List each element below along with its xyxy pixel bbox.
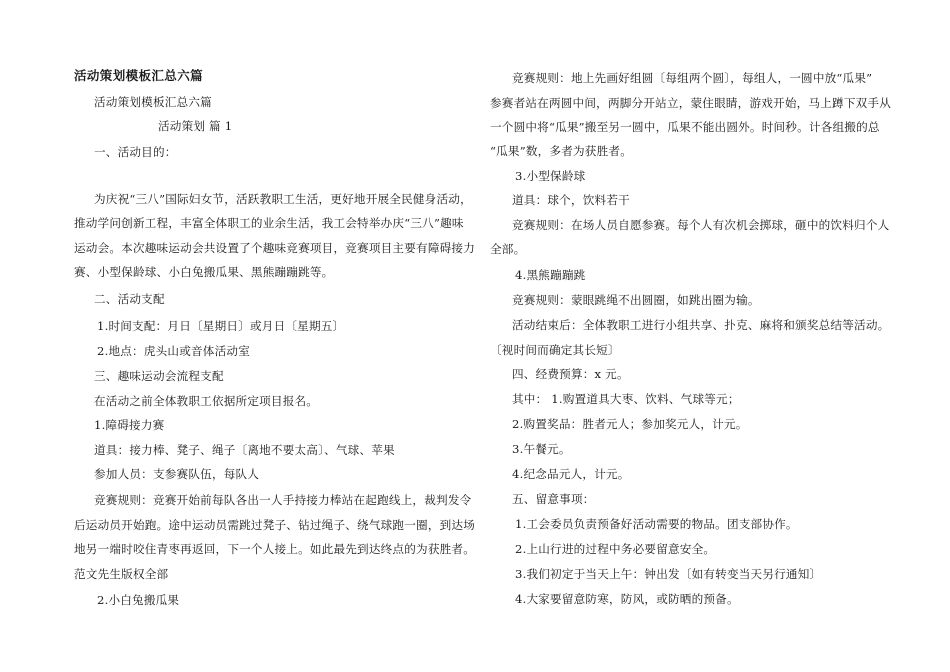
paragraph-line: “瓜果”数，多者为获胜者。 — [490, 144, 632, 158]
document-subtitle: 活动策划模板汇总六篇 — [94, 95, 212, 109]
paragraph-line: 2.上山行进的过程中务必要留意安全。 — [515, 542, 716, 556]
paragraph-line: 为庆祝“三八”国际妇女节，活跃教职工生活，更好地开展全民健身活动， — [94, 192, 472, 206]
paragraph-line: 地另一端时咬住青枣再返回，下一个人接上。如此最先到达终点的为获胜者。 — [74, 542, 475, 556]
document-title: 活动策划模板汇总六篇 — [74, 68, 204, 83]
paragraph-line: 全部。 — [490, 242, 526, 256]
paragraph-line: 4.黑熊蹦蹦跳 — [515, 268, 586, 282]
paragraph-line: 2.小白兔搬瓜果 — [97, 593, 180, 607]
paragraph-line: 一个圆中将“瓜果”搬至另一圆中，瓜果不能出圆外。时间秒。计各组搬的总 — [490, 120, 880, 134]
paragraph-line: 参加人员：支参赛队伍，每队人 — [94, 467, 260, 481]
paragraph-line: 4.纪念品元人，计元。 — [512, 467, 630, 481]
paragraph-line: 2.地点：虎头山或音体活动室 — [97, 344, 250, 358]
paragraph-line: 其中： 1.购置道具大枣、饮料、气球等元； — [512, 392, 740, 406]
section-heading: 活动策划 篇 1 — [158, 119, 233, 133]
paragraph-line: 竞赛规则：蒙眼跳绳不出圆圈，如跳出圈为输。 — [512, 293, 760, 307]
paragraph-line: 竞赛规则：地上先画好组圆〔每组两个圆〕，每组人，一圆中放“瓜果” — [512, 71, 873, 85]
paragraph-line: 4.大家要留意防寒，防风，或防晒的预备。 — [515, 592, 739, 606]
paragraph-line: 参赛者站在两圆中间，两脚分开站立，蒙住眼睛，游戏开始，马上蹲下双手从 — [490, 96, 891, 110]
paragraph-line: 活动结束后：全体教职工进行小组共享、扑克、麻将和颁奖总结等活动。 — [512, 318, 890, 332]
paragraph-line: 道具：球个，饮料若干 — [512, 193, 630, 207]
paragraph-line: 竞赛规则：竞赛开始前每队各出一人手持接力棒站在起跑线上，裁判发令 — [94, 493, 472, 507]
paragraph-line: 后运动员开始跑。途中运动员需跳过凳子、钻过绳子、绕气球跑一圈，到达场 — [74, 518, 475, 532]
paragraph-line: 一、活动目的： — [94, 145, 177, 159]
paragraph-line: 在活动之前全体教职工依据所定项目报名。 — [94, 394, 319, 408]
paragraph-line: 3.我们初定于当天上午：钟出发〔如有转变当天另行通知〕 — [515, 567, 822, 581]
paragraph-line: 1.工会委员负责预备好活动需要的物品。团支部协作。 — [515, 517, 798, 531]
paragraph-line: 二、活动支配 — [94, 292, 165, 306]
paragraph-line: 范文先生版权全部 — [74, 567, 169, 581]
paragraph-line: 2.购置奖品：胜者元人；参加奖元人，计元。 — [512, 417, 748, 431]
paragraph-line: 道具：接力棒、凳子、绳子〔离地不要太高〕、气球、苹果 — [94, 443, 395, 457]
paragraph-line: 四、经费预算：x 元。 — [512, 367, 629, 381]
paragraph-line: 1.时间支配：月日〔星期日〕或月日〔星期五〕 — [97, 319, 345, 333]
paragraph-line: 〔视时间而确定其长短〕 — [490, 343, 620, 357]
paragraph-line: 运动会。本次趣味运动会共设置了个趣味竞赛项目，竞赛项目主要有障碍接力 — [74, 241, 475, 255]
paragraph-line: 3.小型保龄球 — [515, 169, 586, 183]
paragraph-line: 竞赛规则：在场人员自愿参赛。每个人有次机会掷球，砸中的饮料归个人 — [512, 218, 890, 232]
paragraph-line: 推动学问创新工程，丰富全体职工的业余生活，我工会特举办庆“三八”趣味 — [74, 216, 464, 230]
paragraph-line: 赛、小型保龄球、小白兔搬瓜果、黑熊蹦蹦跳等。 — [74, 265, 334, 279]
paragraph-line: 三、趣味运动会流程支配 — [94, 369, 224, 383]
paragraph-line: 1.障碍接力赛 — [94, 418, 165, 432]
paragraph-line: 3.午餐元。 — [512, 442, 571, 456]
paragraph-line: 五、留意事项： — [512, 492, 595, 506]
